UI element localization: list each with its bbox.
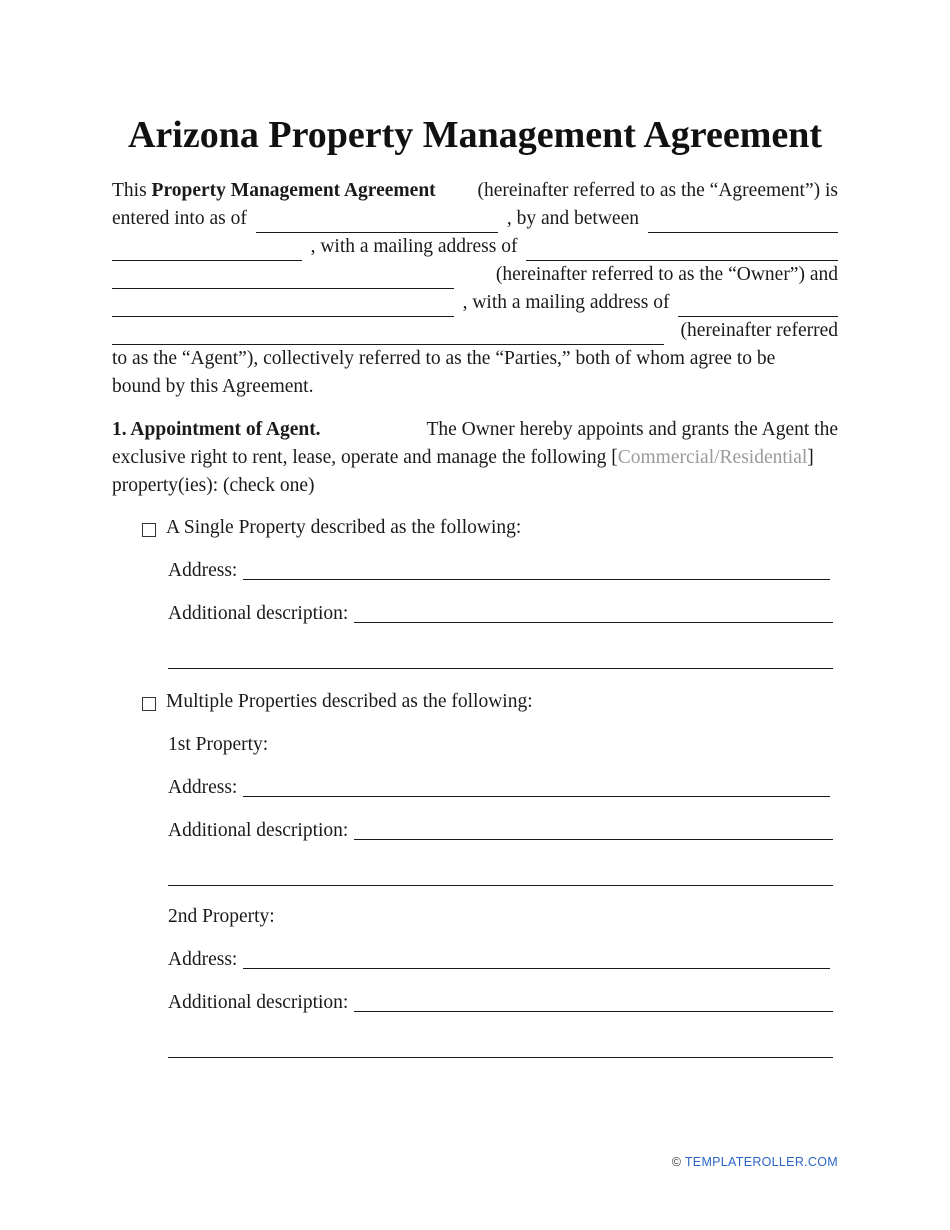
document-title: Arizona Property Management Agreement: [127, 114, 823, 156]
first-description-field-2[interactable]: [168, 885, 833, 886]
date-blank[interactable]: [256, 214, 498, 233]
first-address-field[interactable]: [243, 776, 830, 797]
intro-line-7: to as the “Agent”), collectively referred to as the “Parties,” both of whom agree to be: [112, 348, 776, 369]
single-description-field-2[interactable]: [168, 668, 833, 669]
second-description-field[interactable]: [354, 991, 833, 1012]
intro-line-8: bound by this Agreement.: [112, 376, 314, 397]
agent-name-blank[interactable]: [112, 298, 454, 317]
owner-name-blank-cont[interactable]: [112, 242, 302, 261]
property-type-placeholder[interactable]: Commercial/Residential: [617, 447, 808, 468]
first-description-row: Additional description:: [168, 817, 833, 845]
single-address-row: Address:: [168, 557, 830, 585]
second-address-field[interactable]: [243, 948, 830, 969]
templateroller-link[interactable]: TEMPLATEROLLER.COM: [684, 1155, 838, 1169]
owner-address-blank-cont[interactable]: [112, 270, 454, 289]
multiple-properties-option: Multiple Properties described as the following:: [142, 688, 533, 716]
section-1-line-2: exclusive right to rent, lease, operate and manage the following [Commercial/Residential]: [112, 447, 814, 468]
section-1-line-1: 1. Appointment of Agent. The Owner hereby appoints and grants the Agent the: [112, 416, 838, 444]
second-description-field-2[interactable]: [168, 1057, 833, 1058]
single-property-option: A Single Property described as the following:: [142, 514, 521, 542]
owner-name-blank[interactable]: [648, 214, 838, 233]
first-address-row: Address:: [168, 774, 830, 802]
second-description-row: Additional description:: [168, 989, 833, 1017]
intro-line-3: , with a mailing address of: [112, 233, 838, 261]
intro-line-1: This Property Management Agreement (hereinafter referred to as the “Agreement”) is: [112, 180, 838, 201]
footer-credit: [672, 1155, 838, 1169]
agent-address-blank-cont[interactable]: [112, 326, 664, 345]
agent-address-blank[interactable]: [678, 298, 838, 317]
intro-line-6: (hereinafter referred: [112, 317, 838, 345]
intro-line-4: (hereinafter referred to as the “Owner”) and: [112, 261, 838, 289]
single-description-row: Additional description:: [168, 600, 833, 628]
single-description-field[interactable]: [354, 602, 833, 623]
first-property-label: 1st Property:: [168, 734, 269, 755]
intro-line-5: , with a mailing address of: [112, 289, 838, 317]
agreement-name: Property Management Agreement: [151, 180, 436, 201]
single-address-field[interactable]: [243, 559, 830, 580]
owner-address-blank[interactable]: [526, 242, 838, 261]
copyright-symbol: ©: [671, 1155, 682, 1169]
second-address-row: Address:: [168, 946, 830, 974]
section-1-paragraph: [112, 416, 838, 500]
single-property-checkbox[interactable]: [142, 523, 156, 537]
second-property-label: 2nd Property:: [168, 906, 275, 927]
section-1-line-3: property(ies): (check one): [112, 475, 315, 496]
first-description-field[interactable]: [354, 819, 833, 840]
multiple-properties-checkbox[interactable]: [142, 697, 156, 711]
intro-line-2: entered into as of , by and between: [112, 205, 838, 233]
section-1-heading: 1. Appointment of Agent.: [112, 419, 321, 440]
intro-paragraph: [112, 177, 838, 401]
